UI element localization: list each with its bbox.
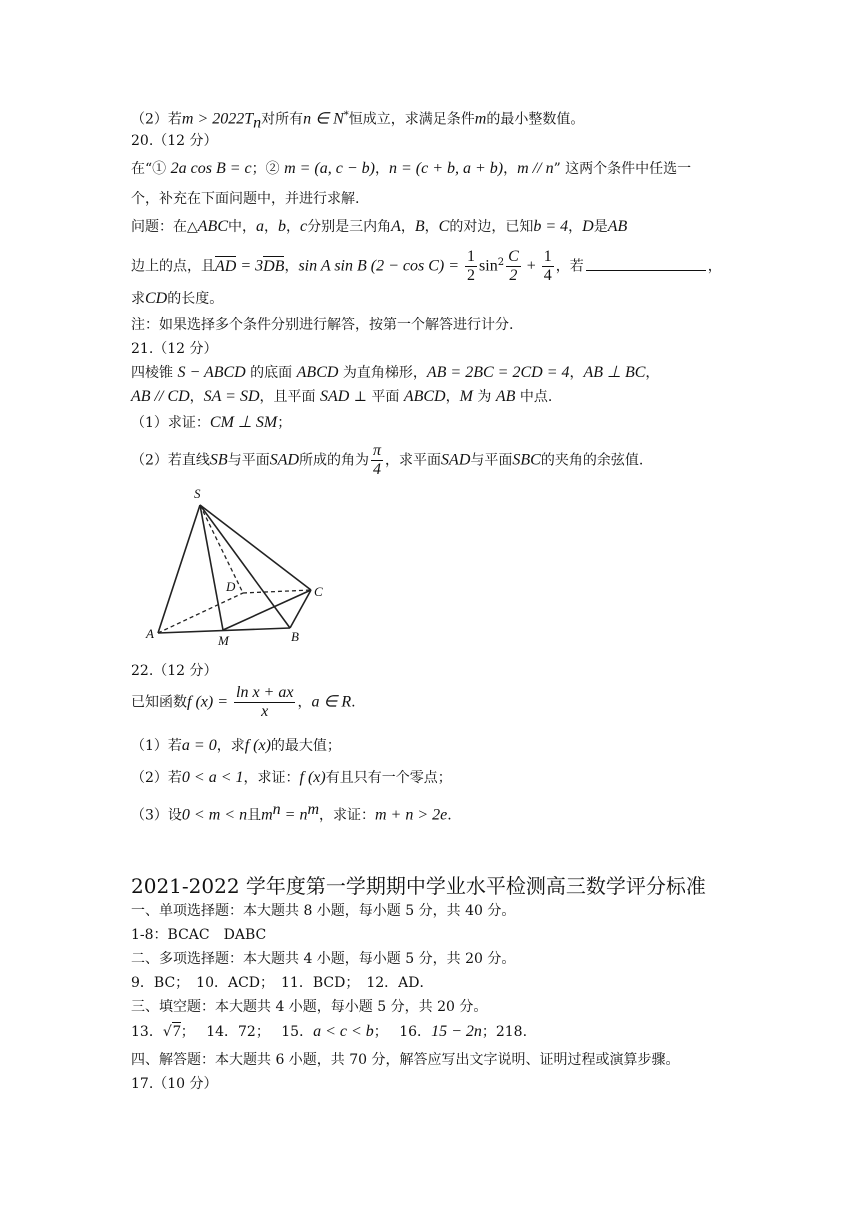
math: AB ⊥ BC <box>583 364 646 381</box>
math-sqrt: 7 <box>172 1023 181 1040</box>
edge-BC <box>290 590 311 628</box>
text: 在“① <box>131 161 171 177</box>
q20-line5 <box>131 290 223 308</box>
math: a <box>256 218 264 235</box>
answer-section2-answers: 9．BC； 10．ACD； 11．BCD； 12．AD． <box>131 975 434 991</box>
math: + <box>522 257 540 275</box>
math: m = (a, c − b) <box>284 160 375 177</box>
math: f (x) <box>244 737 271 754</box>
q20-header: 20.（12 分） <box>131 133 218 149</box>
text: ， <box>503 161 518 177</box>
text: ，且平面 <box>259 389 320 405</box>
q22-part3 <box>131 801 452 825</box>
math: D <box>582 218 594 235</box>
math: CD <box>145 290 168 307</box>
answer-section4: 四、解答题：本大题共 6 小题，共 70 分，解答应写出文字说明、证明过程或演算步骤。 <box>131 1052 680 1068</box>
text: 四棱锥 <box>131 365 178 381</box>
math: SA = SD <box>203 388 260 405</box>
label-C: C <box>314 584 323 599</box>
answer-blank <box>586 256 706 271</box>
text: （2）若直线 <box>131 452 210 469</box>
math: m <box>474 110 487 128</box>
text: ； <box>277 415 292 431</box>
math: M <box>459 388 473 405</box>
math: a = 0 <box>181 737 217 754</box>
fraction-half <box>465 248 477 285</box>
text: ， <box>374 161 389 177</box>
text: （1）若 <box>131 738 182 754</box>
math: f (x) <box>299 769 326 786</box>
text: 的最小整数值。 <box>486 111 585 128</box>
answer-section1-answers: 1-8：BCAC DABC <box>131 927 267 943</box>
math: SAD <box>441 451 471 469</box>
math: n = (c + b, a + b) <box>388 160 504 177</box>
math: S − ABCD <box>177 364 246 381</box>
fraction-fx <box>234 684 295 721</box>
text: ，求平面 <box>385 452 442 469</box>
edge-SD <box>200 505 243 593</box>
q20-line2: 个，补充在下面问题中，并进行求解. <box>131 191 360 207</box>
text: 为 <box>472 389 496 405</box>
q22-header: 22.（12 分） <box>131 663 218 679</box>
numerator: 1 <box>543 248 552 265</box>
text: ；218. <box>481 1024 528 1040</box>
text: 13． <box>131 1024 163 1040</box>
math: m // n <box>517 160 554 177</box>
math: m > 2022T <box>181 110 254 128</box>
math-sup: 2 <box>497 256 505 268</box>
math: C <box>438 218 450 235</box>
text: 的对边，已知 <box>449 219 534 235</box>
answer-section2: 二、多项选择题：本大题共 4 小题，每小题 5 分，共 20 分。 <box>131 951 516 967</box>
text: 恒成立，求满足条件 <box>348 111 475 128</box>
text: ， <box>284 258 299 275</box>
denominator: 4 <box>543 267 552 284</box>
text: ，求证： <box>243 770 300 786</box>
text: 且 <box>247 807 262 824</box>
text: （1）求证： <box>131 415 210 431</box>
text: ； 16． <box>373 1024 432 1040</box>
text: ” 这两个条件中任选一 <box>553 161 692 177</box>
text: 为直角梯形， <box>338 365 427 381</box>
math: ABCD <box>403 388 446 405</box>
text: ， <box>645 365 660 381</box>
q22-part1 <box>131 737 341 755</box>
text: 是 <box>593 219 608 235</box>
math: A <box>391 218 401 235</box>
vector-DB: DB <box>263 257 285 275</box>
math: 0 < a < 1 <box>181 769 244 786</box>
text: 与平面 <box>470 452 513 469</box>
math-sup: n <box>272 801 281 818</box>
text: ，求 <box>216 738 245 754</box>
q19-part2 <box>131 107 584 132</box>
math: AB = 2BC = 2CD = 4 <box>426 364 570 381</box>
math: ABCD <box>296 364 339 381</box>
text: 已知函数 <box>131 694 187 711</box>
math: 2a cos B = c <box>170 160 252 177</box>
text: 的底面 <box>245 365 297 381</box>
math: b = 4 <box>533 218 569 235</box>
q20-line1 <box>131 160 691 178</box>
edge-SA <box>158 505 200 633</box>
q22-part2 <box>131 769 452 787</box>
math: AB <box>607 218 628 235</box>
math: ABC <box>197 218 228 235</box>
math: SAD <box>319 388 350 405</box>
numerator: 1 <box>467 248 476 265</box>
math: SB <box>209 451 228 469</box>
fraction-pi-quarter <box>371 442 383 479</box>
label-A: A <box>146 626 154 641</box>
math: a ∈ R <box>311 693 352 711</box>
math: sin <box>479 257 498 275</box>
label-S: S <box>194 486 201 501</box>
math: B <box>414 218 425 235</box>
edge-SC <box>200 505 311 590</box>
label-D: D <box>226 579 236 594</box>
answer-section3-answers: 13．√7； 14．72； 15．a < c < b； 16．15 − 2n；218. <box>131 1023 528 1040</box>
math: 15 − 2n <box>431 1023 482 1040</box>
text: 中点. <box>515 389 553 405</box>
text: ， <box>189 389 204 405</box>
math: 0 < m < n <box>181 806 248 824</box>
fraction-c-half <box>506 248 521 285</box>
answer-section1: 一、单项选择题：本大题共 8 小题，每小题 5 分，共 40 分。 <box>131 903 516 919</box>
math-sub: n <box>253 114 262 132</box>
text: . <box>447 807 452 824</box>
math-sup: * <box>343 110 349 121</box>
text: 问题：在△ <box>131 219 198 235</box>
text: 所成的角为 <box>299 452 370 469</box>
math: sin A sin B (2 − cos C) = <box>298 257 464 275</box>
numerator: π <box>373 442 382 459</box>
math: m <box>261 806 273 824</box>
numerator: C <box>508 248 519 265</box>
text: （2）若 <box>131 770 182 786</box>
text: 的长度。 <box>167 291 224 307</box>
text: ； 14．72； 15． <box>180 1024 314 1040</box>
text: ，若 <box>555 258 584 275</box>
math: b <box>278 218 286 235</box>
text: ， <box>297 694 312 711</box>
denominator: x <box>261 703 269 720</box>
text: ， <box>707 258 722 275</box>
denominator: 4 <box>373 461 382 478</box>
q21-line2 <box>131 388 552 406</box>
text: ⊥ 平面 <box>349 389 404 405</box>
text: 边上的点，且 <box>131 258 215 275</box>
math: a < c < b <box>313 1023 374 1040</box>
math: = 3 <box>236 257 264 275</box>
answer-q17-header: 17.（10 分） <box>131 1076 218 1092</box>
answer-section3: 三、填空题：本大题共 4 小题，每小题 5 分，共 20 分。 <box>131 999 488 1015</box>
text: ；② <box>251 161 285 177</box>
math: CM ⊥ SM <box>209 414 278 431</box>
text: 有且只有一个零点； <box>325 770 452 786</box>
text: （3）设 <box>131 807 182 824</box>
q20-line3: 问题：在△ABC中，a，b，c分别是三内角A，B，C的对边，已知b = 4，D是AB <box>131 218 628 235</box>
math: = n <box>280 806 308 824</box>
label-M: M <box>218 633 229 648</box>
q20-note: 注：如果选择多个条件分别进行解答，按第一个解答进行计分. <box>131 317 514 333</box>
text: （2）若 <box>131 111 182 128</box>
math: SBC <box>512 451 541 469</box>
text: 对所有 <box>261 111 304 128</box>
text: 与平面 <box>227 452 270 469</box>
fraction-quarter <box>542 248 554 285</box>
text: 的最大值； <box>270 738 341 754</box>
label-B: B <box>291 629 299 644</box>
text: . <box>351 694 356 711</box>
text: 分别是三内角 <box>307 219 392 235</box>
numerator: ln x + ax <box>236 684 294 701</box>
text: ， <box>568 219 583 235</box>
q21-part2 <box>131 442 643 479</box>
denominator: 2 <box>509 267 518 284</box>
edge-SB <box>200 505 290 628</box>
math: AB // CD <box>131 388 190 405</box>
vector-AD: AD <box>215 257 237 275</box>
q21-header: 21.（12 分） <box>131 341 218 357</box>
q20-line4 <box>131 248 722 285</box>
q21-line1 <box>131 364 659 382</box>
pyramid-figure <box>140 478 350 650</box>
text: 的夹角的余弦值. <box>540 452 644 469</box>
text: 中， <box>228 219 256 235</box>
text: 求 <box>131 291 145 307</box>
text: ，求证： <box>319 807 375 824</box>
math: c <box>300 218 308 235</box>
math: AB <box>495 388 516 405</box>
text: ， <box>569 365 584 381</box>
answer-title: 2021-2022 学年度第一学期期中学业水平检测高三数学评分标准 <box>131 874 706 898</box>
math-sup: m <box>307 801 319 818</box>
q21-part1 <box>131 414 291 432</box>
denominator: 2 <box>467 267 476 284</box>
q22-line1 <box>131 684 356 721</box>
math: n ∈ N <box>303 110 344 128</box>
text: ， <box>445 389 460 405</box>
math: f (x) = <box>187 693 232 711</box>
math: SAD <box>269 451 300 469</box>
math: m + n > 2e <box>375 806 448 824</box>
edge-DC <box>243 590 311 593</box>
